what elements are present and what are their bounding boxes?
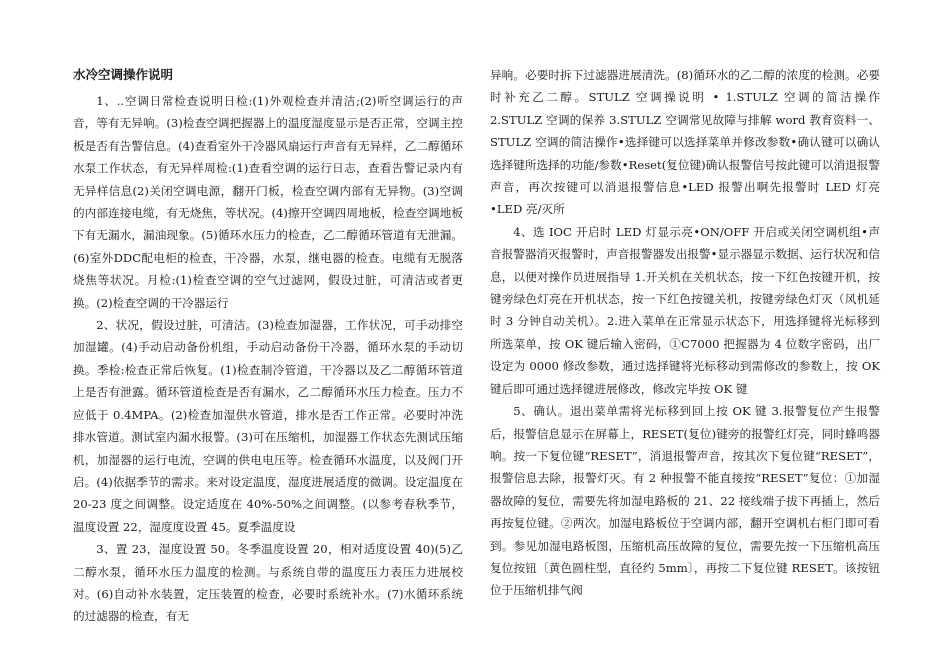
paragraph: 1、..空调日常检查说明日检:(1)外观检查并清洁;(2)听空调运行的声音，等有无异响。(3)检查空调把握器上的温度湿度显示是否正常，空调主控板是否有告警信息。(4)查看室外干冷器风扇运行声音有无异样，乙二醇循环水泵工作状态，有无异样周检:(1)查看空调的运行日志，查看告警记录内有无异样信息(2)关闭空调电源，翻开门板，检查空调内部有无异物。(3)空调的内部连接电缆，有无烧焦，等状况。(4)擦开空调四周地板，检查空调地板下有无漏水，漏油现象。(5)循环水压力的检查，乙二醇循环管道有无泄漏。(6)室外DDC配电柜的检查，干冷器，水泵，继电器的检查。电缆有无脱落烧焦等状况。月检:(1)检查空调的空气过滤网，假设过脏，可清洁或者更换。(2)检查空调的干冷器运行 bbox=[73, 94, 463, 310]
left-column bbox=[73, 60, 463, 628]
page-title: 水冷空调操作说明 bbox=[73, 67, 174, 82]
paragraph: 5、确认。退出菜单需将光标移到回上按 OK 键 3.报警复位产生报警后，报警信息显示在屏幕上，RESET(复位)键旁的报警红灯亮，同时蜂鸣器响。按一下复位键“RESET”，消退报警声音，按其次下复位键“RESET”，报警信息去除，报警灯灭。有 2 种报警不能直接按“RESET”复位：①加湿器故障的复位，需要先将加湿电路板的 21、22 接线端子拔下再插上，然后再按复位键。②两次。加湿电路板位于空调内部，翻开空调机右柜门即可看到。参见加湿电路板图，压缩机高压故障的复位，需要先按一下压缩机高压复位按钮〔黄色圆柱型，直径约 5mm〕，再按二下复位键 RESET。该按钮位于压缩机排气阀 bbox=[490, 404, 880, 598]
right-column bbox=[490, 64, 880, 602]
paragraph: 2、状况，假设过脏，可清洁。(3)检查加湿器，工作状况，可手动排空加湿罐。(4)手动启动备份机组，手动启动备份干冷器，循环水泵的手动切换。季检:检查正常后恢复。(1)检查制冷管道，干冷器以及乙二醇循环管道上是否有泄露。循环管道检查是否有漏水，乙二醇循环水压力检查。压力不应低于 0.4MPA。(2)检查加湿供水管道，排水是否工作正常。必要时冲洗排水管道。测试室内漏水报警。(3)可在压缩机，加湿器工作状态先测试压缩机，加湿器的运行电流，空调的供电电压等。检查循环水温度，以及阀门开启。(4)依据季节的需求。来对设定温度，湿度进展适度的微调。设定温度在 20-23 度之间调整。设定适度在 40%-50%之间调整。(以参考春秋季节，温度设置 22，湿度度设置 45。夏季温度设 bbox=[73, 318, 463, 534]
paragraph: 3、置 23，湿度设置 50。冬季温度设置 20，相对适度设置 40)(5)乙二醇水泵，循环水压力温度的检测。与系统自带的温度压力表压力进展校对。(6)自动补水装置，定压装置的检查，必要时系统补水。(7)水循环系统的过滤器的检查，有无 bbox=[73, 542, 463, 624]
paragraph: 4、选 IOC 开启时 LED 灯显示亮•ON/OFF 开启或关闭空调机组•声音报警器消灭报警时，声音报警器发出报警•显示器显示数据、运行状况和信息，以便对操作员进展指导 1.开关机在关机状态，按一下红色按键开机，按键旁绿色灯亮在开机状态，按一下红色按键关机，按键旁绿色灯灭（风机延时 3 分钟自动关机）。2.进入菜单在正常显示状态下，用选择键将光标移到所选菜单，按 OK 键后输入密码，①C7000 把握器为 4 位数字密码，出厂设定为 0000 修改参数，通过选择键将光标移动到需修改的参数上，按 OK 键后即可通过选择键进展修改，修改完毕按 OK 键 bbox=[490, 224, 880, 396]
paragraph: 异响。必要时拆下过滤器进展清洗。(8)循环水的乙二醇的浓度的检测。必要时补充乙二醇。STULZ 空调操说明 • 1.STULZ 空调的简洁操作 2.STULZ 空调的保养 3.STULZ 空调常见故障与排解 word 教育资料一、STULZ 空调的简洁操作•选择键可以选择菜单并修改参数•确认键可以确认选择键所选择的功能/参数•Reset(复位键)确认报警信号按此键可以消退报警声音，再次按键可以消退报警信息•LED 报警出啊先报警时 LED 灯亮•LED 亮/灭所 bbox=[490, 68, 880, 217]
